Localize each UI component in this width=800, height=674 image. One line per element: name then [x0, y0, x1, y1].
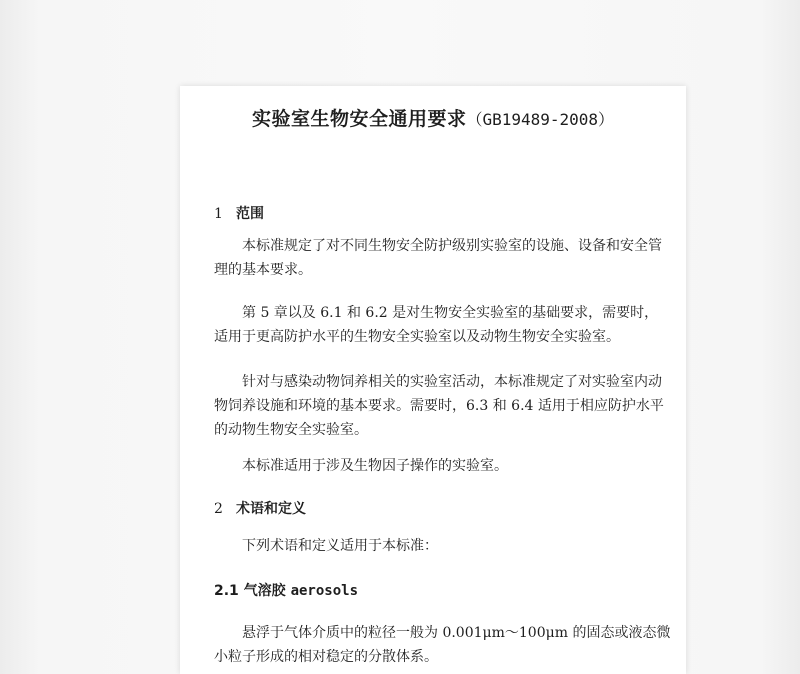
section-heading-terms	[214, 498, 306, 518]
paragraph-scope-3: 针对与感染动物饲养相关的实验室活动，本标准规定了对实验室内动物饲养设施和环境的基本要求。需要时，6.3 和 6.4 适用于相应防护水平的动物生物安全实验室。	[214, 374, 664, 438]
subsection-heading-aerosols	[214, 580, 358, 600]
section-number: 1	[214, 206, 223, 222]
document-page	[180, 86, 686, 674]
section-number: 2	[214, 501, 223, 517]
paragraph-terms-1: 下列术语和定义适用于本标准：	[242, 538, 438, 554]
subsection-title-en: aerosols	[290, 583, 358, 599]
subsection-title-cn: 气溶胶	[243, 583, 286, 599]
paragraph-aerosols-definition: 悬浮于气体介质中的粒径一般为 0.001μm～100μm 的固态或液态微小粒子形成的相对稳定的分散体系。	[214, 625, 671, 665]
section-title: 术语和定义	[236, 501, 306, 517]
paragraph-scope-4: 本标准适用于涉及生物因子操作的实验室。	[242, 458, 508, 474]
document-title	[180, 104, 686, 131]
document-title-main: 实验室生物安全通用要求	[251, 108, 467, 130]
section-heading-scope	[214, 203, 264, 223]
document-title-code: （GB19489-2008）	[466, 110, 615, 129]
paragraph-scope-2: 第 5 章以及 6.1 和 6.2 是对生物安全实验室的基础要求，需要时，适用于更高防护水平的生物安全实验室以及动物生物安全实验室。	[214, 305, 659, 345]
paragraph-scope-1: 本标准规定了对不同生物安全防护级别实验室的设施、设备和安全管理的基本要求。	[214, 238, 662, 278]
section-title: 范围	[236, 206, 264, 222]
subsection-number: 2.1	[214, 583, 239, 599]
